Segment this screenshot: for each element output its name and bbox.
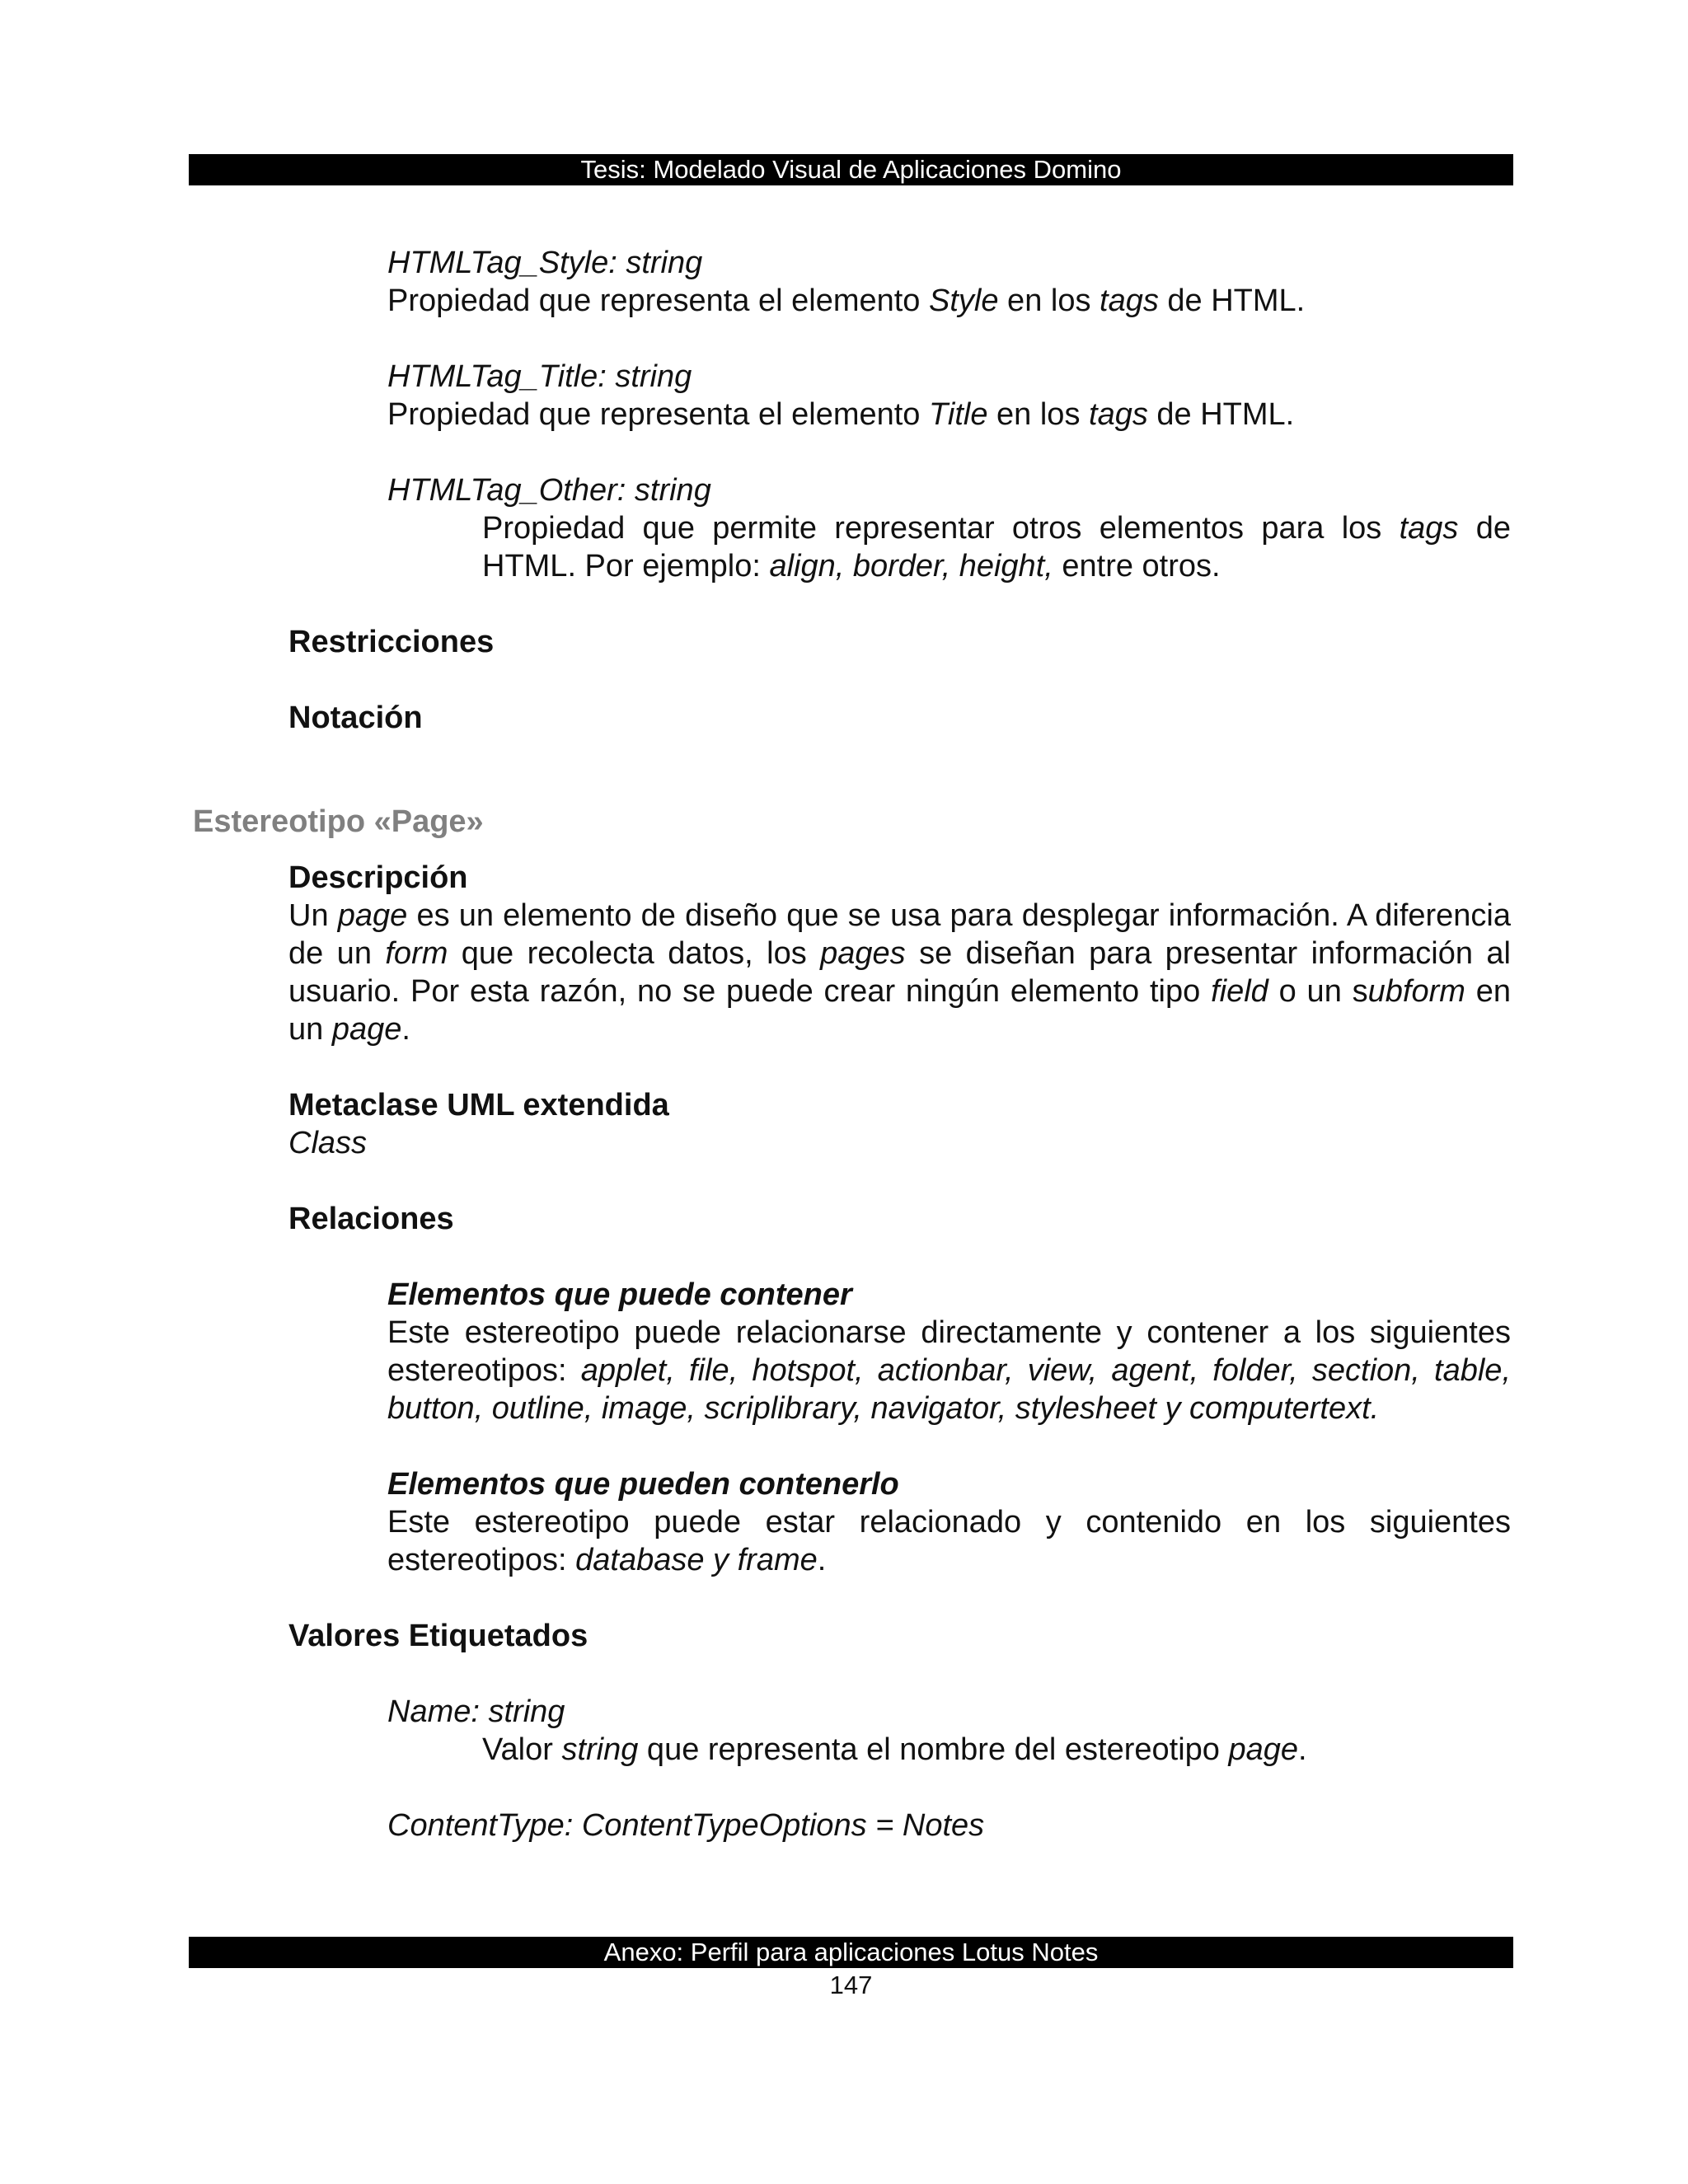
subheading-contener: Elementos que puede contener [387, 1277, 852, 1312]
contenerlo-text: Este estereotipo puede estar relacionado y contenido en los siguientes estereotipos: database y frame. [387, 1505, 1511, 1577]
heading-metaclase: Metaclase UML extendida [288, 1088, 669, 1122]
property-name-other: HTMLTag_Other: string [387, 473, 711, 508]
heading-descripcion: Descripción [288, 860, 468, 895]
property-desc-other: Propiedad que permite representar otros elementos para los tags de HTML. Por ejemplo: align, border, height, entre otros. [482, 511, 1511, 583]
section-title-page: Estereotipo «Page» [193, 804, 484, 839]
heading-valores: Valores Etiquetados [288, 1619, 588, 1653]
page-content [0, 244, 1688, 1844]
footer-bar [189, 1937, 1513, 1968]
property-desc-style: Propiedad que representa el elemento Style en los tags de HTML. [387, 284, 1306, 318]
header-title: Tesis: Modelado Visual de Aplicaciones Domino [580, 155, 1122, 184]
contener-text: Este estereotipo puede relacionarse directamente y contener a los siguientes estereotipos: applet, file, hotspot, actionbar, view, agent, folder, section, table, button, outline, image, scriplibrary, navigator, stylesheet y computertext. [387, 1315, 1511, 1426]
header-bar [189, 154, 1513, 185]
metaclase-value: Class [288, 1126, 368, 1160]
property-desc-title: Propiedad que representa el elemento Title en los tags de HTML. [387, 397, 1295, 432]
page-number: 147 [829, 1971, 873, 1999]
footer-title: Anexo: Perfil para aplicaciones Lotus Notes [603, 1938, 1099, 1966]
tagged-value-content-type: ContentType: ContentTypeOptions = Notes [387, 1808, 985, 1843]
tagged-value-name: Name: string [387, 1694, 565, 1729]
heading-notacion: Notación [288, 701, 423, 735]
heading-restricciones: Restricciones [288, 625, 495, 659]
tagged-value-name-desc: Valor string que representa el nombre del estereotipo page. [482, 1732, 1307, 1767]
property-name-style: HTMLTag_Style: string [387, 246, 703, 280]
heading-relaciones: Relaciones [288, 1202, 454, 1236]
descripcion-text: Un page es un elemento de diseño que se usa para desplegar información. A diferencia de un form que recolecta datos, los pages se diseñan para presentar información al usuario. Por esta razón, no se puede crear ningún elemento tipo field o un subform en un page. [288, 898, 1512, 1047]
subheading-contenerlo: Elementos que pueden contenerlo [387, 1467, 899, 1502]
property-name-title: HTMLTag_Title: string [387, 359, 692, 394]
